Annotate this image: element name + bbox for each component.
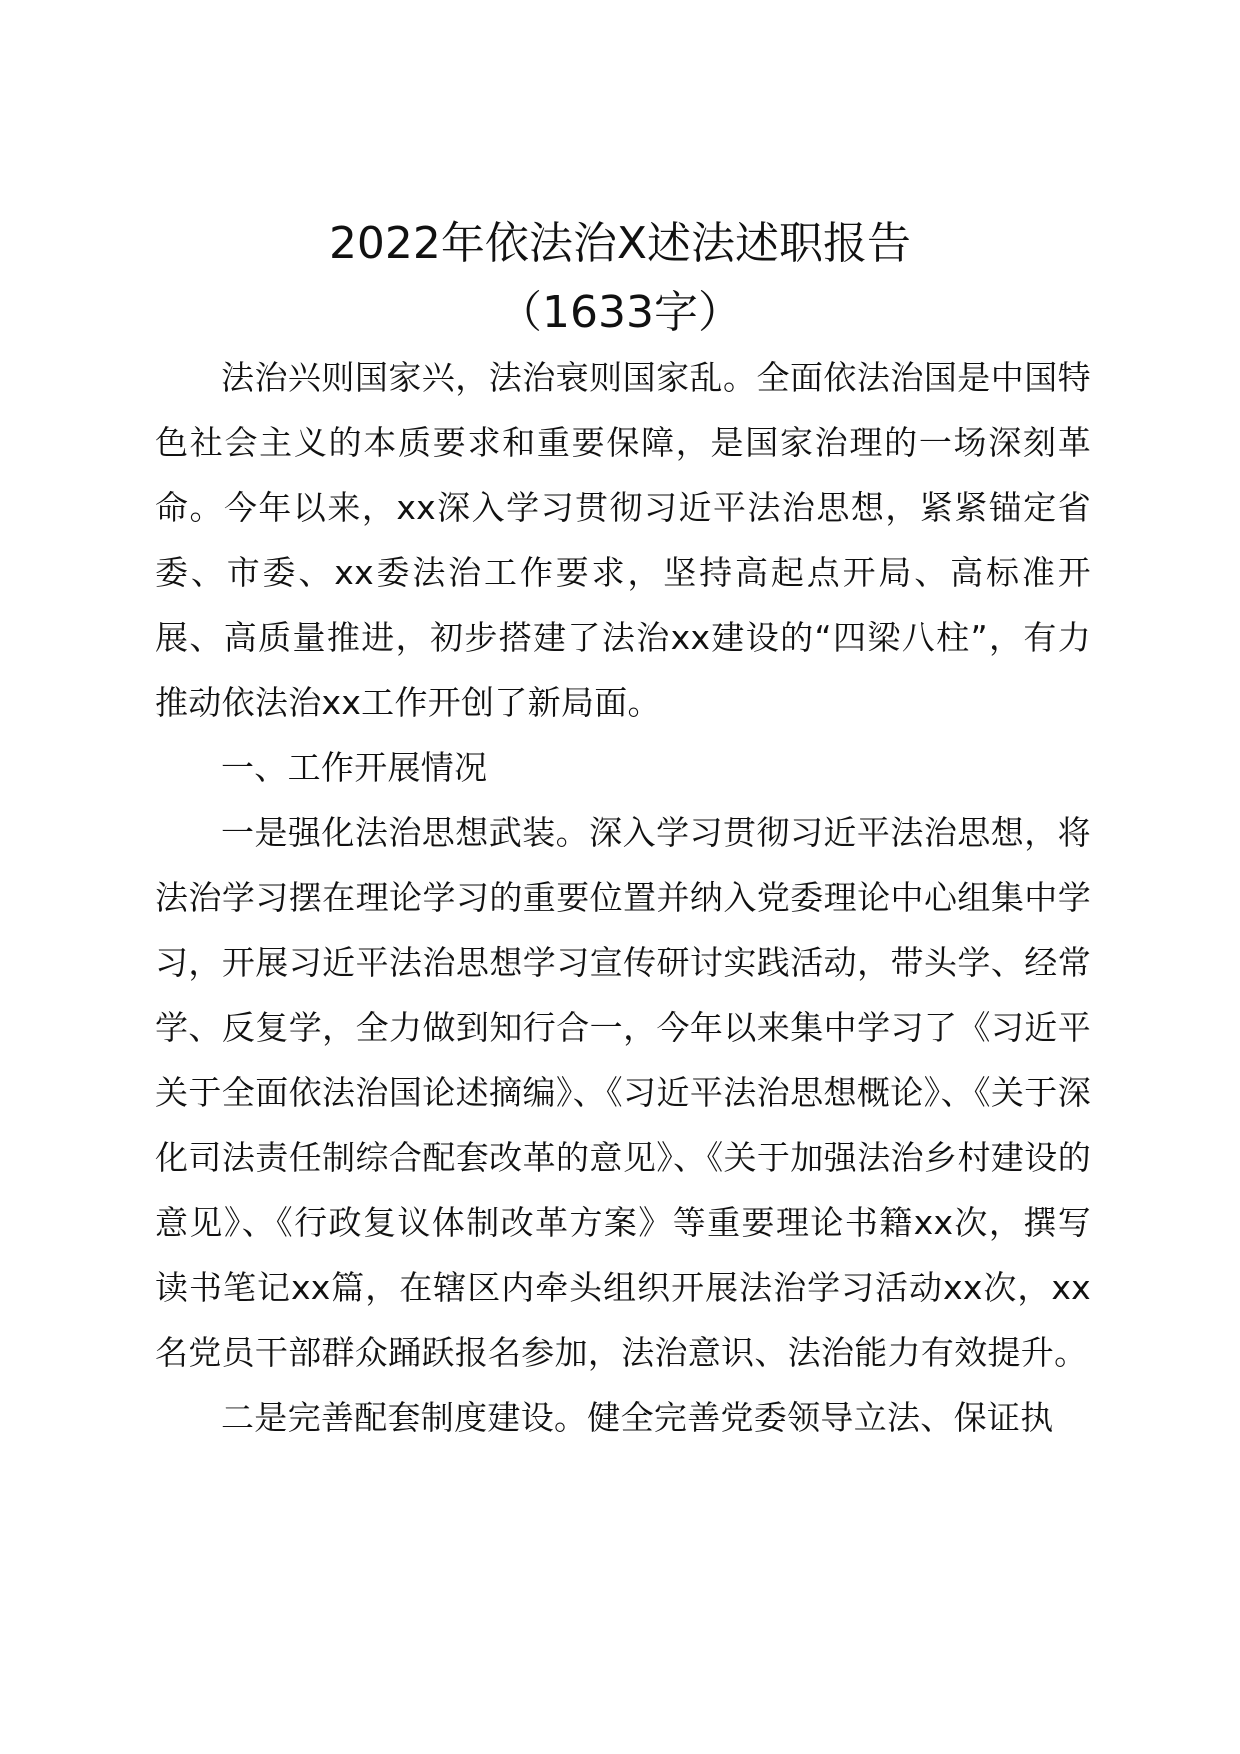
paragraph-intro: 法治兴则国家兴，法治衰则国家乱。全面依法治国是中国特色社会主义的本质要求和重要保障，是国家治理的一场深刻革命。今年以来，xx深入学习贯彻习近平法治思想，紧紧锚定省委、市委、xx委法治工作要求，坚持高起点开局、高标准开展、高质量推进，初步搭建了法治xx建设的“四梁八柱”，有力推动依法治xx工作开创了新局面。 <box>155 358 1091 722</box>
document-subtitle: （1633字） <box>498 287 742 338</box>
section-heading: 一、工作开展情况 <box>221 748 488 787</box>
paragraph-point-two: 二是完善配套制度建设。健全完善党委领导立法、保证执 <box>221 1398 1054 1437</box>
document-title: 2022年依法治X述法述职报告 <box>328 218 912 269</box>
document-body <box>155 345 1091 1450</box>
paragraph-point-one: 一是强化法治思想武装。深入学习贯彻习近平法治思想，将法治学习摆在理论学习的重要位置并纳入党委理论中心组集中学习，开展习近平法治思想学习宣传研讨实践活动，带头学、经常学、反复学，全力做到知行合一，今年以来集中学习了《习近平关于全面依法治国论述摘编》、《习近平法治思想概论》、《关于深化司法责任制综合配套改革的意见》、《关于加强法治乡村建设的意见》、《行政复议体制改革方案》等重要理论书籍xx次，撰写读书笔记xx篇，在辖区内牵头组织开展法治学习活动xx次，xx名党员干部群众踊跃报名参加，法治意识、法治能力有效提升。 <box>155 813 1091 1372</box>
